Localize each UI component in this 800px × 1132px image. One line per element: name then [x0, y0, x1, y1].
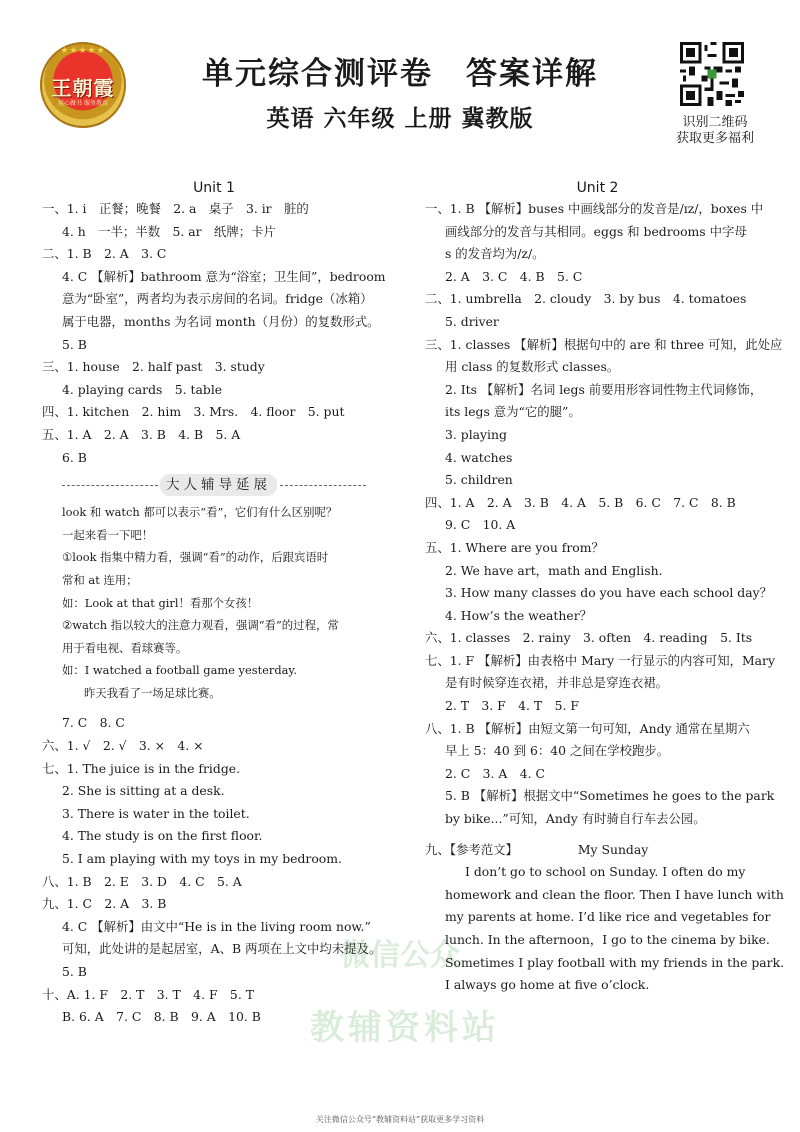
answer-line: 画线部分的发音与其相同。eggs 和 bedrooms 中字母	[445, 223, 747, 239]
tip-line: 昨天我看了一场足球比赛。	[84, 685, 221, 700]
answer-line: 二、1. umbrella 2. cloudy 3. by bus 4. tomatoes	[425, 291, 747, 307]
answer-line: 七、1. The juice is in the fridge.	[42, 760, 241, 776]
answer-column-unit1	[42, 178, 386, 1029]
unit-title: Unit 1	[193, 180, 235, 196]
answer-line: 六、1. √ 2. √ 3. × 4. ×	[42, 738, 204, 754]
qr-code-icon[interactable]	[680, 42, 744, 106]
essay-title: My Sunday	[577, 841, 649, 857]
answer-line: s 的发音均为/z/。	[445, 246, 545, 262]
answer-line: 4. watches	[445, 449, 513, 465]
logo-subtext: 用心做书 服务教育	[58, 100, 108, 107]
answer-line: 3. playing	[445, 426, 507, 442]
answer-line: 4. C 【解析】由文中“He is in the living room now.”	[62, 918, 371, 934]
answer-line: 5. B	[62, 964, 87, 979]
answer-line: 5. driver	[445, 313, 499, 329]
watermark-line2: 教辅资料站	[310, 1008, 500, 1048]
answer-line: 四、1. kitchen 2. him 3. Mrs. 4. floor 5. put	[42, 404, 345, 420]
answer-line: 二、1. B 2. A 3. C	[42, 246, 167, 262]
answer-line: 4. How’s the weather？	[445, 607, 593, 623]
answer-line: 是有时候穿连衣裙，并非总是穿连衣裙。	[445, 675, 669, 691]
answer-line: 九、1. C 2. A 3. B	[42, 896, 167, 912]
answer-line: B. 6. A 7. C 8. B 9. A 10. B	[62, 1009, 261, 1025]
divider	[62, 485, 158, 486]
answer-line: 3. There is water in the toilet.	[62, 805, 250, 821]
answer-line: 八、1. B 【解析】由短文第一句可知，Andy 通常在星期六	[425, 720, 750, 736]
answer-line: 四、1. A 2. A 3. B 4. A 5. B 6. C 7. C 8. B	[425, 494, 736, 510]
essay-body	[425, 861, 785, 997]
answer-line: 2. T 3. F 4. T 5. F	[445, 698, 579, 714]
essay-line: I don’t go to school on Sunday. I often do my	[465, 864, 746, 880]
answer-line: its legs 意为“它的腿”。	[445, 404, 581, 420]
page-subtitle: 英语 六年级 上册 冀教版	[266, 106, 534, 132]
answer-line: 三、1. classes 【解析】根据句中的 are 和 three 可知，此处应	[425, 336, 783, 352]
answer-line: 属于电器，months 为名词 month（月份）的复数形式。	[62, 313, 380, 329]
answer-line: 六、1. classes 2. rainy 3. often 4. reading 5. Its	[425, 630, 753, 646]
answer-line: 4. C 【解析】bathroom 意为“浴室；卫生间”，bedroom	[62, 268, 386, 284]
answer-line: 6. B	[62, 449, 87, 465]
essay-label: 九、【参考范文】	[425, 841, 518, 857]
answer-line: 5. children	[445, 472, 513, 488]
qr-caption-line1: 识别二维码	[682, 115, 748, 130]
answer-line: 十、A. 1. F 2. T 3. T 4. F 5. T	[42, 986, 254, 1002]
essay-line: Sometimes I play football with my friends in the park.	[445, 954, 785, 970]
answer-line: by bike...”可知，Andy 有时骑自行车去公园。	[445, 811, 706, 827]
answer-line: 2. A 3. C 4. B 5. C	[445, 268, 583, 284]
answer-line: 用 class 的复数形式 classes。	[445, 359, 620, 375]
page-footer: 关注微信公众号“教辅资料站”获取更多学习资料	[315, 1115, 485, 1124]
tip-line: 如：Look at that girl！看那个女孩！	[62, 595, 259, 610]
answer-line: 3. How many classes do you have each school day？	[445, 585, 772, 601]
answer-line: 七、1. F 【解析】由表格中 Mary 一行显示的内容可知，Mary	[425, 652, 775, 668]
answer-line: 早上 5：40 到 6：40 之间在学校跑步。	[445, 743, 670, 759]
tip-line: 一起来看一下吧！	[62, 527, 154, 542]
logo-stars: ★★★★★	[60, 46, 106, 56]
answer-line: 可知，此处讲的是起居室，A、B 两项在上文中均未提及。	[62, 941, 382, 957]
answer-column-unit2	[425, 178, 785, 997]
tip-line: ①look 指集中精力看，强调“看”的动作，后跟宾语时	[62, 550, 329, 565]
answer-line: 7. C 8. C	[62, 715, 125, 731]
answer-line: 五、1. Where are you from？	[425, 539, 604, 555]
essay-line: lunch. In the afternoon，I go to the cinema by bike.	[445, 932, 770, 947]
answer-line: 三、1. house 2. half past 3. study	[42, 359, 265, 375]
answer-line: 意为“卧室”，两者均为表示房间的名词。fridge（冰箱）	[62, 291, 373, 307]
tip-line: 常和 at 连用；	[62, 572, 138, 587]
answer-line: 4. h 一半；半数 5. ar 纸牌；卡片	[62, 223, 276, 239]
answer-line: 5. B 【解析】根据文中“Sometimes he goes to the park	[445, 788, 775, 804]
answer-line: 5. I am playing with my toys in my bedroom.	[62, 851, 342, 867]
answer-line: 2. Its 【解析】名词 legs 前要用形容词性物主代词修饰，	[445, 381, 763, 397]
essay-header	[425, 839, 770, 862]
page-title: 单元综合测评卷 答案详解	[202, 56, 598, 92]
watermark-line1: 微信公众	[340, 938, 460, 973]
answer-line: 9. C 10. A	[445, 517, 516, 533]
answer-line: 一、1. B 【解析】buses 中画线部分的发音是/ɪz/，boxes 中	[425, 201, 764, 216]
essay-line: my parents at home. I’d like rice and vegetables for	[445, 909, 771, 925]
answer-line: 5. B	[62, 336, 87, 352]
answer-line: 2. She is sitting at a desk.	[62, 783, 225, 799]
essay-line: homework and clean the floor. Then I have lunch with	[445, 886, 784, 902]
answer-line: 2. We have art，math and English.	[445, 562, 663, 578]
logo-text: 王朝霞	[51, 76, 115, 100]
tip-line: 如：I watched a football game yesterday.	[62, 663, 297, 678]
divider	[280, 485, 366, 486]
answer-line: 4. The study is on the first floor.	[62, 828, 263, 844]
unit-title: Unit 2	[576, 180, 619, 196]
tip-box-title: 大人辅导延展	[160, 474, 277, 496]
answer-line: 八、1. B 2. E 3. D 4. C 5. A	[42, 873, 242, 889]
answer-line: 4. playing cards 5. table	[62, 381, 223, 397]
answer-line: 2. C 3. A 4. C	[445, 765, 545, 781]
tip-box	[42, 501, 386, 704]
tip-box-header	[42, 471, 386, 501]
answer-line: 一、1. i 正餐；晚餐 2. a 桌子 3. ir 脏的	[42, 201, 309, 216]
tip-line: ②watch 指以较大的注意力观看，强调“看”的过程，常	[62, 618, 339, 633]
qr-caption-line2: 获取更多福利	[675, 131, 754, 146]
tip-line: look 和 watch 都可以表示“看”，它们有什么区别呢？	[62, 505, 338, 520]
tip-line: 用于看电视、看球赛等。	[62, 640, 188, 655]
answer-line: 五、1. A 2. A 3. B 4. B 5. A	[42, 426, 241, 442]
essay-line: I always go home at five o’clock.	[445, 977, 650, 993]
